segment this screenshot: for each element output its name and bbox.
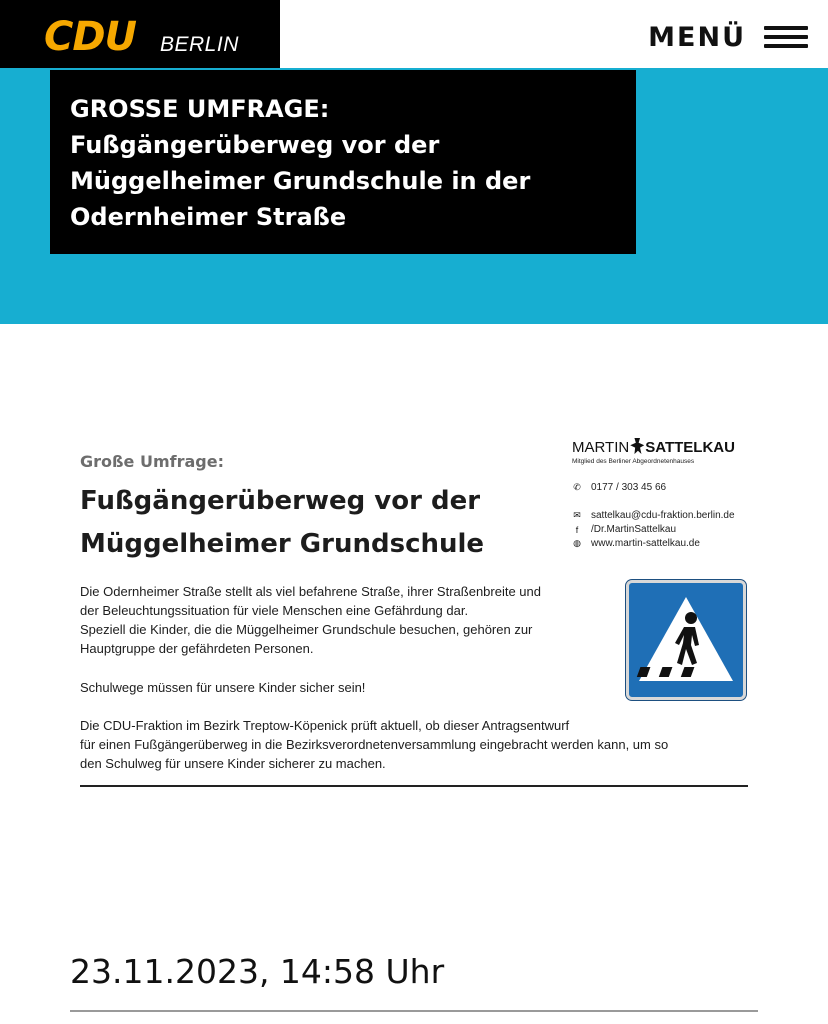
hamburger-icon[interactable] <box>764 26 808 48</box>
title-line: Fußgängerüberweg vor der <box>70 131 440 159</box>
title-line: GROSSE UMFRAGE: <box>70 95 330 123</box>
logo-subtitle: BERLIN <box>160 33 239 56</box>
flyer-body-line: den Schulweg für unsere Kinder sicherer zu machen. <box>80 756 386 771</box>
flyer-body-line: Speziell die Kinder, die die Müggelheimer Grundschule besuchen, gehören zur <box>80 622 533 637</box>
contact-text: www.martin-sattelkau.de <box>591 538 700 549</box>
contact-facebook <box>572 524 676 535</box>
flyer-kicker: Große Umfrage: <box>80 452 224 471</box>
flyer-body-line: der Beleuchtungssituation für viele Menschen eine Gefährdung dar. <box>80 603 469 618</box>
facebook-icon: f <box>575 524 579 535</box>
pedestrian-crossing-sign-icon <box>626 580 746 700</box>
flyer-divider <box>80 785 748 787</box>
author-name <box>572 438 735 456</box>
globe-icon: ◍ <box>573 538 581 548</box>
phone-icon: ✆ <box>573 482 581 492</box>
contact-text: sattelkau@cdu-fraktion.berlin.de <box>591 510 735 521</box>
mail-icon: ✉ <box>573 510 581 520</box>
date-divider <box>70 1010 758 1012</box>
logo-wordmark: CDU <box>44 14 137 60</box>
flyer-headline <box>80 480 484 566</box>
author-last-name: SATTELKAU <box>645 439 735 456</box>
contact-mail <box>572 510 735 521</box>
berlin-bear-icon <box>630 438 644 454</box>
flyer-body-line: Die Odernheimer Straße stellt als viel befahrene Straße, ihrer Straßenbreite und <box>80 584 541 599</box>
flyer-image <box>70 420 760 792</box>
flyer-body-line: Schulwege müssen für unsere Kinder sicher sein! <box>80 680 366 695</box>
title-line: Odernheimer Straße <box>70 203 347 231</box>
flyer-headline-line: Müggelheimer Grundschule <box>80 529 485 559</box>
contact-web <box>572 538 700 549</box>
author-subtitle: Mitglied des Berliner Abgeordnetenhauses <box>572 458 695 465</box>
flyer-body-line: für einen Fußgängerüberweg in die Bezirksverordnetenversammlung eingebracht werden kann, um so <box>80 737 669 752</box>
contact-text: /Dr.MartinSattelkau <box>591 524 677 535</box>
menu-button-label[interactable]: MENÜ <box>648 22 746 53</box>
cdu-berlin-logo[interactable] <box>0 0 280 70</box>
publish-date: 23.11.2023, 14:58 Uhr <box>70 952 445 991</box>
author-first-name: MARTIN <box>572 439 630 456</box>
flyer-body-line: Hauptgruppe der gefährdeten Personen. <box>80 641 314 656</box>
contact-phone <box>572 482 666 493</box>
article-title <box>50 70 636 254</box>
title-line: Müggelheimer Grundschule in der <box>70 167 531 195</box>
contact-text: 0177 / 303 45 66 <box>591 482 667 493</box>
flyer-headline-line: Fußgängerüberweg vor der <box>80 486 481 516</box>
flyer-body-line: Die CDU-Fraktion im Bezirk Treptow-Köpenick prüft aktuell, ob dieser Antragsentwurf <box>80 718 570 733</box>
